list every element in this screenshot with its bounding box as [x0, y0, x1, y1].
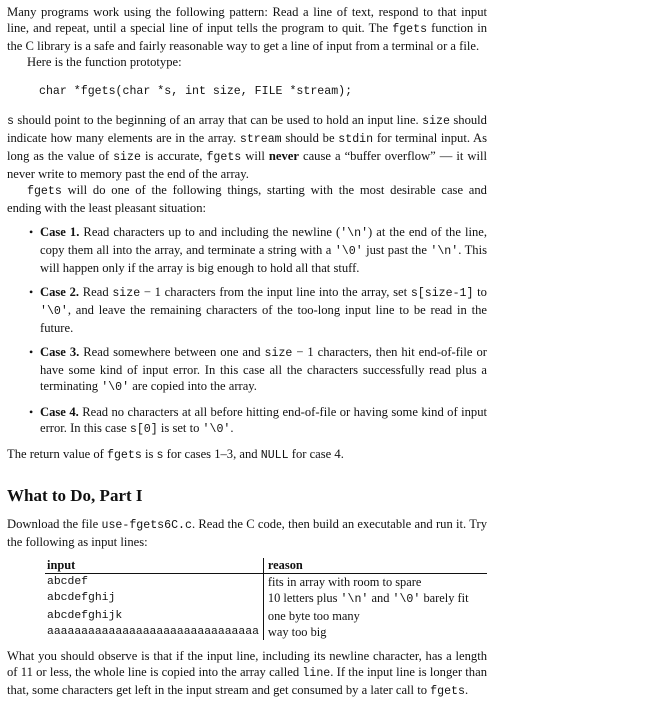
overflow-text: cause a “buffer overflow” — it will never write to memory past the end of the array.	[7, 149, 487, 181]
code-line: line	[302, 667, 331, 680]
bullet-icon: •	[29, 285, 34, 299]
stdin-description: for terminal input. As long as the value of	[7, 131, 487, 163]
table-row	[45, 608, 487, 624]
reason-text: barely fit	[423, 591, 469, 605]
intro-text-rest: function in the C library is a safe and fairly reasonable way to get a line of input from a terminal or a file.	[7, 21, 487, 53]
code-s-index: s[size-1]	[410, 287, 474, 300]
will-text: will	[245, 149, 265, 163]
table-row	[45, 624, 487, 640]
case-title: Case 1.	[40, 225, 80, 239]
code-nul: '\0'	[40, 305, 68, 318]
code-size: size	[422, 115, 450, 128]
case-text: , and leave the remaining characters of the too-long input line to be read in the future.	[40, 303, 487, 335]
reason-cell: fits in array with room to spare	[267, 575, 422, 589]
prototype-intro: Here is the function prototype:	[27, 55, 182, 69]
case-text: .	[230, 421, 234, 435]
code-size: size	[264, 347, 293, 360]
code-nul: '\0'	[101, 381, 130, 394]
code-nul: '\0'	[202, 423, 231, 436]
case-text: are copied into the array.	[132, 379, 257, 393]
reason-text: 10 letters plus	[267, 591, 338, 605]
case-text: Read characters up to and including the newline (	[83, 225, 341, 239]
reason-cell: one byte too many	[267, 609, 360, 623]
conclusion-text: .	[464, 683, 469, 697]
conclusion-paragraph	[7, 648, 487, 700]
return-paragraph	[7, 446, 487, 464]
list-item	[7, 344, 487, 396]
code-newline: '\n'	[340, 227, 369, 240]
case-text: Read	[82, 285, 109, 299]
cases-list	[7, 224, 487, 438]
case-title: Case 3.	[40, 345, 80, 359]
return-text: is	[144, 447, 154, 461]
column-header-reason: reason	[263, 558, 487, 574]
table-header-row	[45, 558, 487, 574]
table-row	[45, 590, 487, 608]
code-size: size	[113, 151, 141, 164]
case-text: to	[477, 285, 487, 299]
list-item	[7, 404, 487, 438]
size-description: should indicate how many elements are in the array.	[7, 113, 487, 145]
case-title: Case 2.	[40, 285, 80, 299]
code-stdin: stdin	[338, 133, 374, 146]
list-item	[7, 224, 487, 276]
return-text: for cases 1–3, and	[166, 447, 258, 461]
code-nul: '\0'	[392, 593, 421, 606]
case-text: . This will happen only if the array is big enough to hold all that stuff.	[40, 243, 487, 275]
code-s: s	[7, 115, 14, 128]
code-s-index: s[0]	[129, 423, 158, 436]
code-fgets: fgets	[107, 449, 142, 462]
code-size: size	[112, 287, 141, 300]
case-text: ) at the end of the line, copy them all into the array, and terminate a string with a	[40, 225, 488, 257]
conclusion-text: What you should observe is that if the input line, including its newline character, has a length of 11 or less, the whole line is copied into the array called	[7, 649, 487, 679]
code-stream: stream	[239, 133, 282, 146]
download-text: . Read the C code, then build an executable and run it. Try the following as input lines:	[7, 517, 487, 549]
code-filename: use-fgets6C.c	[101, 519, 192, 532]
section-heading: What to Do, Part I	[7, 486, 143, 505]
case-text: just past the	[366, 243, 427, 257]
params-paragraph	[7, 112, 487, 182]
return-text: The return value of	[7, 447, 104, 461]
intro-paragraph	[7, 4, 487, 54]
document-page	[7, 4, 487, 700]
code-newline: '\n'	[340, 593, 369, 606]
case-text: Read somewhere between one and	[83, 345, 261, 359]
download-paragraph	[7, 516, 487, 550]
bullet-icon: •	[29, 225, 34, 239]
list-item	[7, 284, 487, 336]
case-text: − 1 characters from the input line into the array, set	[143, 285, 408, 299]
case-text: − 1 characters, then hit end-of-file or have some kind of input error. In this case all the characters successfully read plus a terminating	[40, 345, 487, 393]
function-prototype: char *fgets(char *s, int size, FILE *stream);	[39, 85, 353, 98]
case-text: Read no characters at all before hitting end-of-file or having some kind of input error. In this case	[40, 405, 487, 435]
input-table	[45, 558, 487, 640]
input-cell: abcdefghijk	[45, 608, 263, 624]
code-nul: '\0'	[334, 245, 363, 258]
reason-text: and	[371, 591, 390, 605]
column-header-input: input	[45, 558, 263, 574]
input-cell: aaaaaaaaaaaaaaaaaaaaaaaaaaaaaaa	[45, 624, 263, 640]
code-fgets: fgets	[392, 23, 428, 36]
bullet-icon: •	[29, 345, 34, 359]
code-fgets: fgets	[27, 185, 62, 198]
order-text: will do one of the following things, starting with the most desirable case and ending with the least pleasant situation:	[7, 183, 487, 215]
code-fgets: fgets	[430, 685, 465, 698]
input-cell: abcdefghij	[45, 590, 263, 608]
accurate-text: is accurate,	[144, 149, 203, 163]
table-row	[45, 574, 487, 591]
reason-cell	[263, 590, 487, 608]
code-fgets: fgets	[206, 151, 242, 164]
code-newline: '\n'	[430, 245, 459, 258]
conclusion-text: . If the input line is longer than that, some characters get left in the input stream and get consumed by a later call to	[7, 665, 487, 697]
intro-text: Many programs work using the following pattern: Read a line of text, respond to that input line, and repeat, until a special line of input tells the program to quit. The	[7, 5, 487, 35]
never-emphasis: never	[268, 149, 299, 163]
s-description: should point to the beginning of an array that can be used to hold an input line.	[17, 113, 419, 127]
bullet-icon: •	[29, 405, 34, 419]
return-text: for case 4.	[291, 447, 344, 461]
reason-cell: way too big	[267, 625, 327, 639]
code-null: NULL	[260, 449, 289, 462]
input-cell: abcdef	[45, 574, 263, 591]
order-paragraph	[7, 182, 487, 216]
code-s: s	[156, 449, 164, 462]
case-text: is set to	[160, 421, 200, 435]
download-text: Download the file	[7, 517, 99, 531]
case-title: Case 4.	[40, 405, 79, 419]
stream-description: should be	[285, 131, 335, 145]
